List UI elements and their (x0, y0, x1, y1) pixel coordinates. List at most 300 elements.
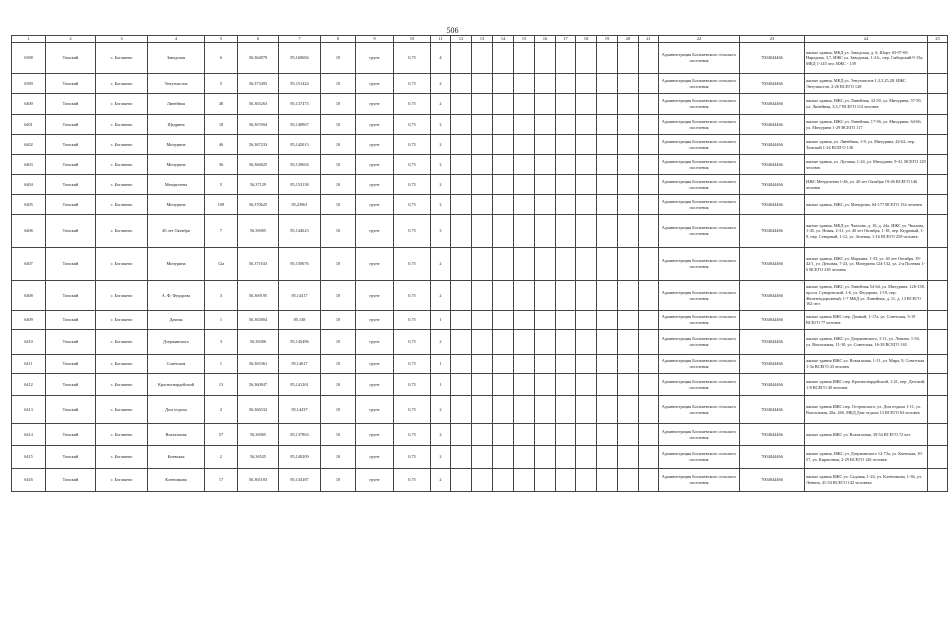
cell-house: 17 (205, 469, 238, 492)
cell-empty (576, 396, 597, 424)
cell-lon: 85,145496 (279, 330, 321, 355)
cell-lat: 56,37129 (238, 175, 279, 195)
cell-empty (472, 155, 493, 175)
cell-count: 2 (431, 195, 451, 215)
cell-c8: 10 (321, 469, 356, 492)
cell-street: Линейная (148, 94, 205, 115)
cell-empty (928, 155, 948, 175)
cell-area: 0,75 (394, 311, 431, 330)
cell-ogrn: 7004044466 (740, 115, 805, 135)
cell-served: жилые здания, ИЖС ул. Дзержинского 12-73а, ул. Киевская, 10-57, ул. Кирпичная, 2-29 ВСЕГО 126 человек (805, 446, 928, 469)
cell-empty (576, 355, 597, 374)
cell-ogrn: 7004044466 (740, 311, 805, 330)
cell-empty (618, 330, 639, 355)
cell-empty (576, 94, 597, 115)
cell-surface: грунт (356, 248, 394, 281)
column-header: 9 (356, 36, 394, 43)
cell-empty (514, 446, 535, 469)
cell-empty (639, 215, 659, 248)
cell-empty (639, 311, 659, 330)
cell-empty (576, 374, 597, 396)
cell-empty (639, 94, 659, 115)
cell-empty (639, 396, 659, 424)
cell-surface: грунт (356, 215, 394, 248)
cell-empty (597, 175, 618, 195)
cell-count: 1 (431, 374, 451, 396)
column-header: 8 (321, 36, 356, 43)
cell-area: 0,75 (394, 446, 431, 469)
cell-empty (514, 330, 535, 355)
cell-c8: 10 (321, 115, 356, 135)
cell-empty (639, 43, 659, 74)
cell-empty (472, 94, 493, 115)
cell-street: Мичурина (148, 195, 205, 215)
cell-area: 0,75 (394, 424, 431, 446)
cell-empty (597, 355, 618, 374)
cell-empty (493, 94, 514, 115)
column-header: 5 (205, 36, 238, 43)
cell-empty (928, 424, 948, 446)
cell-admin: Администрация Богашевского сельского поселения (659, 446, 740, 469)
cell-district: Томский (46, 135, 96, 155)
cell-district: Томский (46, 446, 96, 469)
cell-lon: 85,137863 (279, 424, 321, 446)
cell-district: Томский (46, 281, 96, 311)
cell-lat: 56,370625 (238, 195, 279, 215)
cell-lat: 56,36965 (238, 424, 279, 446)
cell-n: 6410 (12, 330, 46, 355)
cell-house: 12а (205, 248, 238, 281)
cell-empty (556, 248, 576, 281)
cell-empty (928, 43, 948, 74)
cell-empty (576, 469, 597, 492)
cell-empty (493, 175, 514, 195)
cell-count: 2 (431, 396, 451, 424)
cell-lon: 85,23961 (279, 195, 321, 215)
cell-settlement: с. Богашево (96, 374, 148, 396)
cell-surface: грунт (356, 281, 394, 311)
cell-n: 6401 (12, 115, 46, 135)
cell-surface: грунт (356, 330, 394, 355)
table-row (12, 43, 948, 74)
cell-empty (514, 396, 535, 424)
cell-empty (472, 115, 493, 135)
cell-empty (618, 355, 639, 374)
cell-empty (576, 330, 597, 355)
table-body (12, 36, 948, 492)
cell-empty (618, 248, 639, 281)
cell-empty (928, 135, 948, 155)
cell-empty (493, 248, 514, 281)
cell-n: 6408 (12, 281, 46, 311)
cell-empty (472, 43, 493, 74)
cell-n: 6398 (12, 43, 46, 74)
cell-empty (514, 311, 535, 330)
cell-empty (514, 175, 535, 195)
cell-area: 0,75 (394, 94, 431, 115)
cell-empty (928, 281, 948, 311)
column-header: 2 (46, 36, 96, 43)
cell-empty (928, 175, 948, 195)
table-row (12, 424, 948, 446)
cell-empty (472, 330, 493, 355)
cell-empty (451, 74, 472, 94)
cell-empty (556, 94, 576, 115)
cell-house: 2 (205, 396, 238, 424)
cell-n: 6416 (12, 469, 46, 492)
cell-c8: 10 (321, 396, 356, 424)
cell-empty (556, 195, 576, 215)
cell-ogrn: 7004044466 (740, 43, 805, 74)
cell-area: 0,75 (394, 374, 431, 396)
table-row (12, 469, 948, 492)
cell-n: 6411 (12, 355, 46, 374)
cell-ogrn: 7004044466 (740, 355, 805, 374)
cell-empty (514, 281, 535, 311)
cell-n: 6402 (12, 135, 46, 155)
cell-street: Красногвардейский (148, 374, 205, 396)
cell-count: 2 (431, 175, 451, 195)
cell-served: жилые здания, ИЖС ул. Мичурина, 64-177 ВСЕГО 154 человек (805, 195, 928, 215)
cell-area: 0,75 (394, 135, 431, 155)
cell-n: 6405 (12, 195, 46, 215)
cell-street: Дачная (148, 311, 205, 330)
cell-district: Томский (46, 175, 96, 195)
column-header: 3 (96, 36, 148, 43)
cell-served: жилые здания ИЖС пер. Красногвардейский, 1-21, пер. Детский, 1-8 ВСЕГО 40 человек (805, 374, 928, 396)
cell-empty (514, 135, 535, 155)
cell-empty (597, 43, 618, 74)
cell-admin: Администрация Богашевского сельского поселения (659, 115, 740, 135)
table-row (12, 155, 948, 175)
cell-admin: Администрация Богашевского сельского поселения (659, 469, 740, 492)
cell-n: 6404 (12, 175, 46, 195)
column-header: 18 (576, 36, 597, 43)
cell-c8: 10 (321, 195, 356, 215)
cell-lon: 85,140209 (279, 446, 321, 469)
cell-empty (472, 175, 493, 195)
column-header: 7 (279, 36, 321, 43)
cell-c8: 10 (321, 374, 356, 396)
cell-district: Томский (46, 355, 96, 374)
cell-area: 0,75 (394, 155, 431, 175)
cell-empty (535, 94, 556, 115)
cell-c8: 10 (321, 175, 356, 195)
cell-lat: 56,365263 (238, 94, 279, 115)
cell-admin: Администрация Богашевского сельского поселения (659, 155, 740, 175)
cell-empty (451, 248, 472, 281)
cell-street: Заводская (148, 43, 205, 74)
cell-settlement: с. Богашево (96, 135, 148, 155)
cell-admin: Администрация Богашевского сельского поселения (659, 135, 740, 155)
cell-count: 2 (431, 446, 451, 469)
cell-street: Мичурина (148, 135, 205, 155)
cell-house: 13 (205, 374, 238, 396)
cell-empty (556, 469, 576, 492)
cell-empty (639, 135, 659, 155)
cell-ogrn: 7004044466 (740, 469, 805, 492)
table-row (12, 94, 948, 115)
column-header: 15 (514, 36, 535, 43)
cell-empty (618, 43, 639, 74)
cell-empty (514, 424, 535, 446)
cell-empty (618, 424, 639, 446)
cell-count: 2 (431, 115, 451, 135)
cell-lon: 85,14417 (279, 281, 321, 311)
cell-served: жилые здания ИЖС пер. Дачный, 1-17а, ул. Советская, 3-19 ВСЕГО 77 человек (805, 311, 928, 330)
cell-surface: грунт (356, 469, 394, 492)
cell-empty (556, 281, 576, 311)
cell-surface: грунт (356, 155, 394, 175)
cell-lon: 85,148967 (279, 115, 321, 135)
column-header: 16 (535, 36, 556, 43)
cell-lon: 85,144623 (279, 215, 321, 248)
cell-lat: 56,373495 (238, 74, 279, 94)
cell-lon: 85,14437 (279, 396, 321, 424)
cell-empty (451, 374, 472, 396)
cell-house: 6 (205, 43, 238, 74)
cell-settlement: с. Богашево (96, 424, 148, 446)
header-row (12, 36, 948, 43)
cell-empty (472, 135, 493, 155)
cell-empty (618, 74, 639, 94)
cell-n: 6407 (12, 248, 46, 281)
cell-lat: 56,367694 (238, 115, 279, 135)
column-header: 22 (659, 36, 740, 43)
cell-n: 6399 (12, 74, 46, 94)
column-header: 25 (928, 36, 948, 43)
cell-count: 2 (431, 469, 451, 492)
cell-ogrn: 7004044466 (740, 94, 805, 115)
cell-empty (514, 469, 535, 492)
cell-lon: 85,150676 (279, 248, 321, 281)
cell-count: 2 (431, 94, 451, 115)
cell-empty (472, 311, 493, 330)
cell-street: Мичурина (148, 155, 205, 175)
cell-admin: Администрация Богашевского сельского поселения (659, 396, 740, 424)
cell-ogrn: 7004044466 (740, 424, 805, 446)
cell-street: Кленчикова (148, 469, 205, 492)
cell-empty (472, 74, 493, 94)
cell-empty (535, 469, 556, 492)
cell-served: жилые здания ИЖС ул. Вокзальная, 1-11, ул. Мира, 9, Советская 1-3а ВСЕГО 43 человек (805, 355, 928, 374)
cell-empty (597, 195, 618, 215)
cell-empty (535, 43, 556, 74)
cell-count: 1 (431, 355, 451, 374)
cell-empty (451, 281, 472, 311)
cell-empty (639, 424, 659, 446)
cell-empty (639, 175, 659, 195)
cell-street: Щедрина (148, 115, 205, 135)
cell-house: 1 (205, 311, 238, 330)
table-row (12, 446, 948, 469)
cell-lat: 56,365361 (238, 355, 279, 374)
cell-empty (451, 94, 472, 115)
cell-count: 2 (431, 330, 451, 355)
cell-empty (597, 248, 618, 281)
cell-n: 6406 (12, 215, 46, 248)
cell-house: 1 (205, 355, 238, 374)
cell-admin: Администрация Богашевского сельского поселения (659, 330, 740, 355)
cell-c8: 10 (321, 248, 356, 281)
cell-empty (493, 330, 514, 355)
cell-empty (597, 115, 618, 135)
column-header: 19 (597, 36, 618, 43)
cell-surface: грунт (356, 94, 394, 115)
table-row (12, 135, 948, 155)
cell-district: Томский (46, 94, 96, 115)
cell-house: 5 (205, 175, 238, 195)
cell-area: 0,75 (394, 115, 431, 135)
cell-served: жилые здания ИЖС пер. Островского, ул. Дом отдыха 1-11, ул. Вокзальная, 28а, 26б, МКД Дом отдыха 13 ВСЕГО 63 человек (805, 396, 928, 424)
cell-surface: грунт (356, 396, 394, 424)
cell-surface: грунт (356, 135, 394, 155)
cell-empty (451, 330, 472, 355)
cell-empty (576, 115, 597, 135)
cell-ogrn: 7004044466 (740, 396, 805, 424)
cell-empty (639, 446, 659, 469)
cell-house: 48 (205, 94, 238, 115)
cell-lat: 56,366532 (238, 396, 279, 424)
cell-ogrn: 7004044466 (740, 195, 805, 215)
table-row (12, 74, 948, 94)
cell-c8: 10 (321, 43, 356, 74)
cell-empty (556, 311, 576, 330)
cell-empty (535, 396, 556, 424)
cell-empty (597, 311, 618, 330)
cell-area: 0,75 (394, 330, 431, 355)
cell-empty (928, 330, 948, 355)
cell-empty (514, 215, 535, 248)
cell-served: жилые здания, ИЖС ул. Линейная 54-64, ул. Мичурина, 126-138, просп. Суворовский, 1-6, ул. Федорова, 1-19, пер. Железнодорожный, 1-7 МКД ул. Линейная, д. 11, д. 13 ВСЕГО 162 чел (805, 281, 928, 311)
cell-settlement: с. Богашево (96, 175, 148, 195)
cell-empty (576, 446, 597, 469)
cell-empty (493, 195, 514, 215)
cell-empty (535, 424, 556, 446)
cell-empty (472, 355, 493, 374)
cell-empty (535, 215, 556, 248)
cell-settlement: с. Богашево (96, 94, 148, 115)
table-row (12, 311, 948, 330)
cell-admin: Администрация Богашевского сельского поселения (659, 281, 740, 311)
cell-surface: грунт (356, 195, 394, 215)
cell-empty (493, 446, 514, 469)
cell-lat: 56,360847 (238, 374, 279, 396)
cell-surface: грунт (356, 446, 394, 469)
cell-empty (514, 248, 535, 281)
cell-surface: грунт (356, 311, 394, 330)
cell-empty (535, 115, 556, 135)
cell-empty (451, 195, 472, 215)
cell-count: 2 (431, 135, 451, 155)
cell-empty (556, 175, 576, 195)
cell-empty (472, 281, 493, 311)
cell-empty (618, 155, 639, 175)
cell-empty (493, 281, 514, 311)
cell-area: 0,75 (394, 281, 431, 311)
cell-empty (618, 115, 639, 135)
cell-settlement: с. Богашево (96, 311, 148, 330)
cell-empty (597, 396, 618, 424)
cell-settlement: с. Богашево (96, 446, 148, 469)
column-header: 14 (493, 36, 514, 43)
cell-lat: 56,36905 (238, 215, 279, 248)
cell-served: ИЖС Менделеева 1-46, ул. 40 лет Октября 19-46 ВСЕГО 146 человек (805, 175, 928, 195)
cell-street: 40 лет Октября (148, 215, 205, 248)
cell-empty (451, 311, 472, 330)
cell-ogrn: 7004044466 (740, 215, 805, 248)
cell-empty (639, 281, 659, 311)
cell-c8: 10 (321, 330, 356, 355)
cell-empty (493, 215, 514, 248)
cell-empty (618, 311, 639, 330)
cell-surface: грунт (356, 424, 394, 446)
cell-street: Дзержинского (148, 330, 205, 355)
cell-empty (535, 330, 556, 355)
cell-empty (451, 446, 472, 469)
cell-empty (451, 43, 472, 74)
cell-c8: 10 (321, 155, 356, 175)
cell-district: Томский (46, 43, 96, 74)
cell-empty (928, 115, 948, 135)
cell-empty (556, 396, 576, 424)
column-header: 24 (805, 36, 928, 43)
cell-c8: 10 (321, 424, 356, 446)
cell-empty (928, 311, 948, 330)
cell-area: 0,75 (394, 248, 431, 281)
cell-empty (493, 115, 514, 135)
cell-ogrn: 7004044466 (740, 446, 805, 469)
cell-ogrn: 7004044466 (740, 281, 805, 311)
cell-lon: 85,14617 (279, 355, 321, 374)
cell-lon: 85,148 (279, 311, 321, 330)
cell-lon: 85,134187 (279, 469, 321, 492)
cell-c8: 10 (321, 215, 356, 248)
cell-settlement: с. Богашево (96, 215, 148, 248)
cell-district: Томский (46, 374, 96, 396)
table-row (12, 374, 948, 396)
cell-count: 2 (431, 248, 451, 281)
cell-served: жилые здания ИЖС ул. Вокзальная, 39-54 ВСЕГО 72 чел (805, 424, 928, 446)
cell-empty (618, 446, 639, 469)
cell-district: Томский (46, 311, 96, 330)
cell-empty (576, 281, 597, 311)
cell-empty (472, 396, 493, 424)
cell-empty (928, 396, 948, 424)
cell-empty (597, 374, 618, 396)
cell-area: 0,75 (394, 215, 431, 248)
cell-served: жилые здания, ул. Линейная, 1-9, ул. Мичурина, 42-62, пер. Томский 1-24 ВСЕГО 138 (805, 135, 928, 155)
cell-empty (472, 248, 493, 281)
cell-empty (556, 135, 576, 155)
cell-settlement: с. Богашево (96, 74, 148, 94)
cell-empty (556, 424, 576, 446)
cell-empty (639, 330, 659, 355)
cell-empty (597, 281, 618, 311)
column-header: 13 (472, 36, 493, 43)
registry-table (11, 35, 948, 492)
cell-district: Томский (46, 215, 96, 248)
cell-empty (576, 311, 597, 330)
cell-lon: 85,160684 (279, 43, 321, 74)
column-header: 11 (431, 36, 451, 43)
cell-empty (514, 43, 535, 74)
cell-empty (451, 155, 472, 175)
cell-empty (493, 374, 514, 396)
cell-empty (451, 355, 472, 374)
cell-lat: 56,369195 (238, 281, 279, 311)
cell-served: жилые здания, ИЖС ул. Дзержинского, 1-11, ул. Ленина, 1-30, ул. Вокзальная, 11-30, ул. Советская, 16-38 ВСЕГО 165 (805, 330, 928, 355)
